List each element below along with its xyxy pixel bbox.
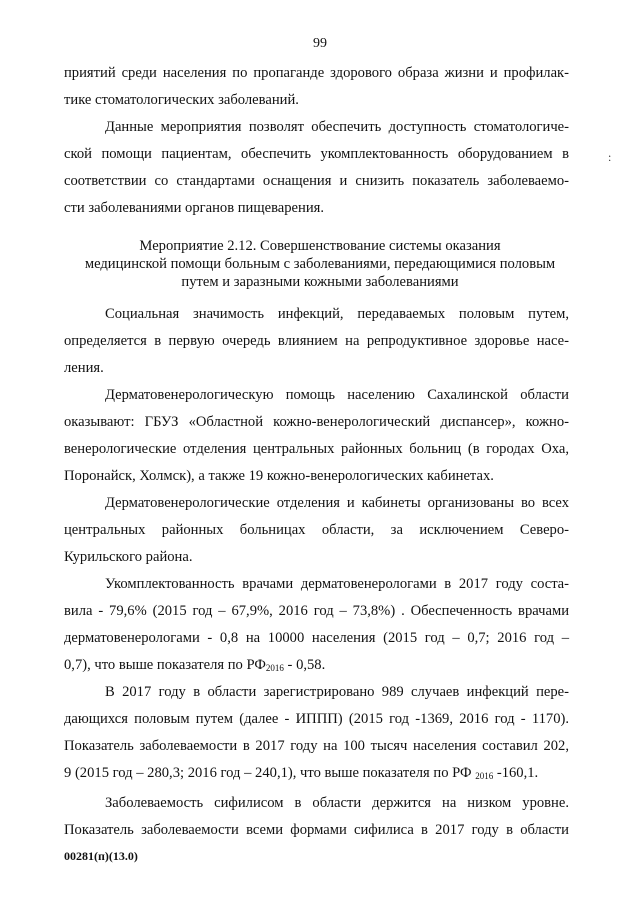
- text-line: Показатель заболеваемости в 2017 году на 100 тысяч населения составил 202,: [64, 738, 569, 754]
- text-line: Поронайск, Холмск), а также 19 кожно-венерологических кабинетах.: [64, 468, 494, 484]
- page-number: 99: [313, 36, 327, 51]
- subscript: 2016: [265, 663, 284, 673]
- text-line: Заболеваемость сифилисом в области держится на низком уровне.: [105, 795, 569, 811]
- text-line: тике стоматологических заболеваний.: [64, 92, 299, 108]
- text-line: сти заболеваниями органов пищеварения.: [64, 200, 325, 216]
- heading-line: Мероприятие 2.12. Совершенствование системы оказания: [139, 238, 501, 254]
- text-fragment: - 0,58.: [283, 657, 326, 673]
- heading-line: путем и заразными кожными заболеваниями: [181, 274, 459, 290]
- text-line: дающихся половым путем (далее - ИППП) (2015 год -1369, 2016 год - 1170).: [64, 711, 569, 727]
- text-line: Показатель заболеваемости всеми формами сифилиса в 2017 году в области: [64, 822, 569, 838]
- subscript: 2016: [475, 771, 494, 781]
- heading-line: медицинской помощи больным с заболеваниями, передающимися половым: [84, 256, 556, 272]
- text-line: определяется в первую очередь влиянием на репродуктивное здоровье насе-: [64, 333, 569, 349]
- footer-code: 00281(п)(13.0): [64, 849, 138, 863]
- text-line: [64, 764, 569, 782]
- text-line: оказывают: ГБУЗ «Областной кожно-венерологический диспансер», кожно-: [64, 414, 569, 430]
- text-line: [64, 656, 569, 674]
- text-line: Дерматовенерологическую помощь населению Сахалинской области: [105, 387, 569, 403]
- text-line: В 2017 году в области зарегистрировано 989 случаев инфекций пере-: [105, 684, 569, 700]
- text-fragment: 9 (2015 год – 280,3; 2016 год – 240,1), что выше показателя по РФ: [64, 765, 476, 781]
- text-line: ления.: [64, 360, 104, 376]
- text-line: центральных районных больницах области, за исключением Северо-: [64, 522, 569, 538]
- text-line: Дерматовенерологические отделения и кабинеты организованы во всех: [105, 495, 569, 511]
- text-line: Социальная значимость инфекций, передаваемых половым путем,: [105, 306, 569, 322]
- text-line: приятий среди населения по пропаганде здорового образа жизни и профилак-: [64, 65, 569, 81]
- text-line: дерматовенерологами - 0,8 на 10000 населения (2015 год – 0,7; 2016 год –: [64, 630, 569, 646]
- text-line: вила - 79,6% (2015 год – 67,9%, 2016 год – 73,8%) . Обеспеченность врачами: [64, 603, 569, 619]
- margin-mark: :: [608, 150, 612, 164]
- text-fragment: 0,7), что выше показателя по РФ: [64, 657, 266, 673]
- text-line: венерологические отделения центральных районных больниц (в городах Оха,: [64, 441, 569, 457]
- text-line: Укомплектованность врачами дерматовенерологами в 2017 году состa-: [105, 576, 569, 592]
- text-line: Курильского района.: [64, 549, 193, 565]
- text-line: соответствии со стандартами оснащения и снизить показатель заболеваемо-: [64, 173, 569, 189]
- text-line: ской помощи пациентам, обеспечить укомплектованность оборудованием в: [64, 146, 569, 162]
- text-fragment: -160,1.: [493, 765, 539, 781]
- text-line: Данные мероприятия позволят обеспечить доступность стоматологиче-: [105, 119, 569, 135]
